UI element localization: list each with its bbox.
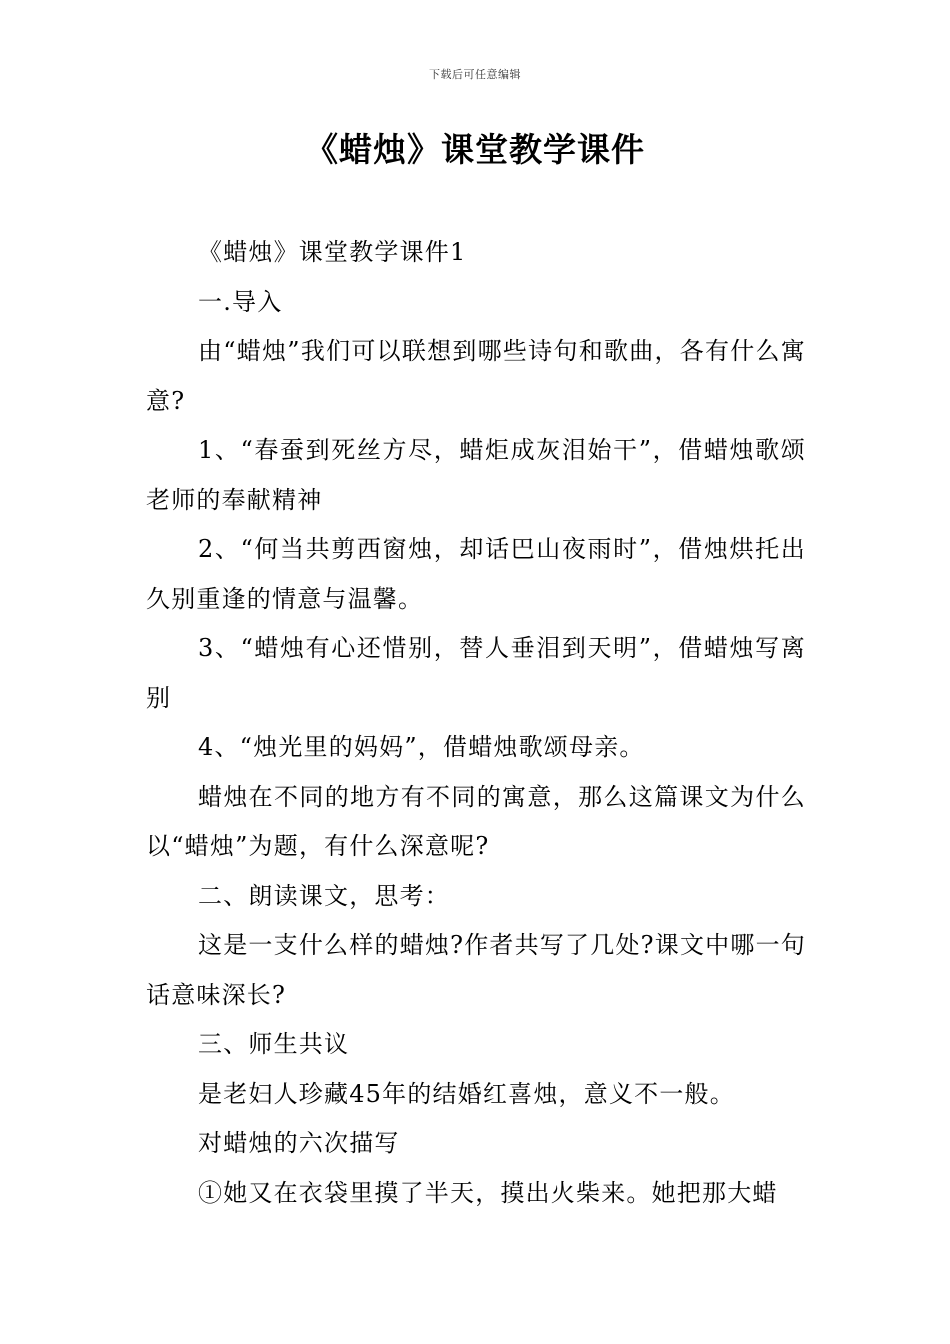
paragraph: ①她又在衣袋里摸了半天，摸出火柴来。她把那大蜡 [198, 1178, 778, 1207]
paragraph-section-intro: 一.导入 [198, 287, 283, 316]
paragraph: 3、“蜡烛有心还惜别，替人垂泪到天明”，借蜡烛写离别 [146, 634, 806, 712]
paragraph: 4、“烛光里的妈妈”，借蜡烛歌颂母亲。 [198, 733, 645, 761]
paragraph-subtitle: 《蜡烛》课堂教学课件1 [198, 238, 467, 266]
paragraph: 2、“何当共剪西窗烛，却话巴山夜雨时”，借烛烘托出久别重逢的情意与温馨。 [146, 535, 806, 613]
paragraph: 是老妇人珍藏45年的结婚红喜烛，意义不一般。 [198, 1079, 735, 1108]
paragraph-section-reading: 二、朗读课文，思考： [198, 881, 450, 910]
paragraph: 蜡烛在不同的地方有不同的寓意，那么这篇课文为什么以“蜡烛”为题，有什么深意呢? [146, 782, 806, 860]
paragraph: 对蜡烛的六次描写 [198, 1129, 400, 1157]
document-title: 《蜡烛》课堂教学课件 [305, 130, 645, 169]
paragraph-section-discussion: 三、师生共议 [198, 1030, 350, 1058]
paragraph: 这是一支什么样的蜡烛?作者共写了几处?课文中哪一句话意味深长? [146, 931, 806, 1009]
document-body [146, 228, 806, 1218]
header-note: 下载后可任意编辑 [429, 68, 521, 81]
paragraph: 由“蜡烛”我们可以联想到哪些诗句和歌曲，各有什么寓意? [146, 337, 806, 415]
paragraph: 1、“春蚕到死丝方尽，蜡炬成灰泪始干”，借蜡烛歌颂老师的奉献精神 [146, 436, 806, 514]
